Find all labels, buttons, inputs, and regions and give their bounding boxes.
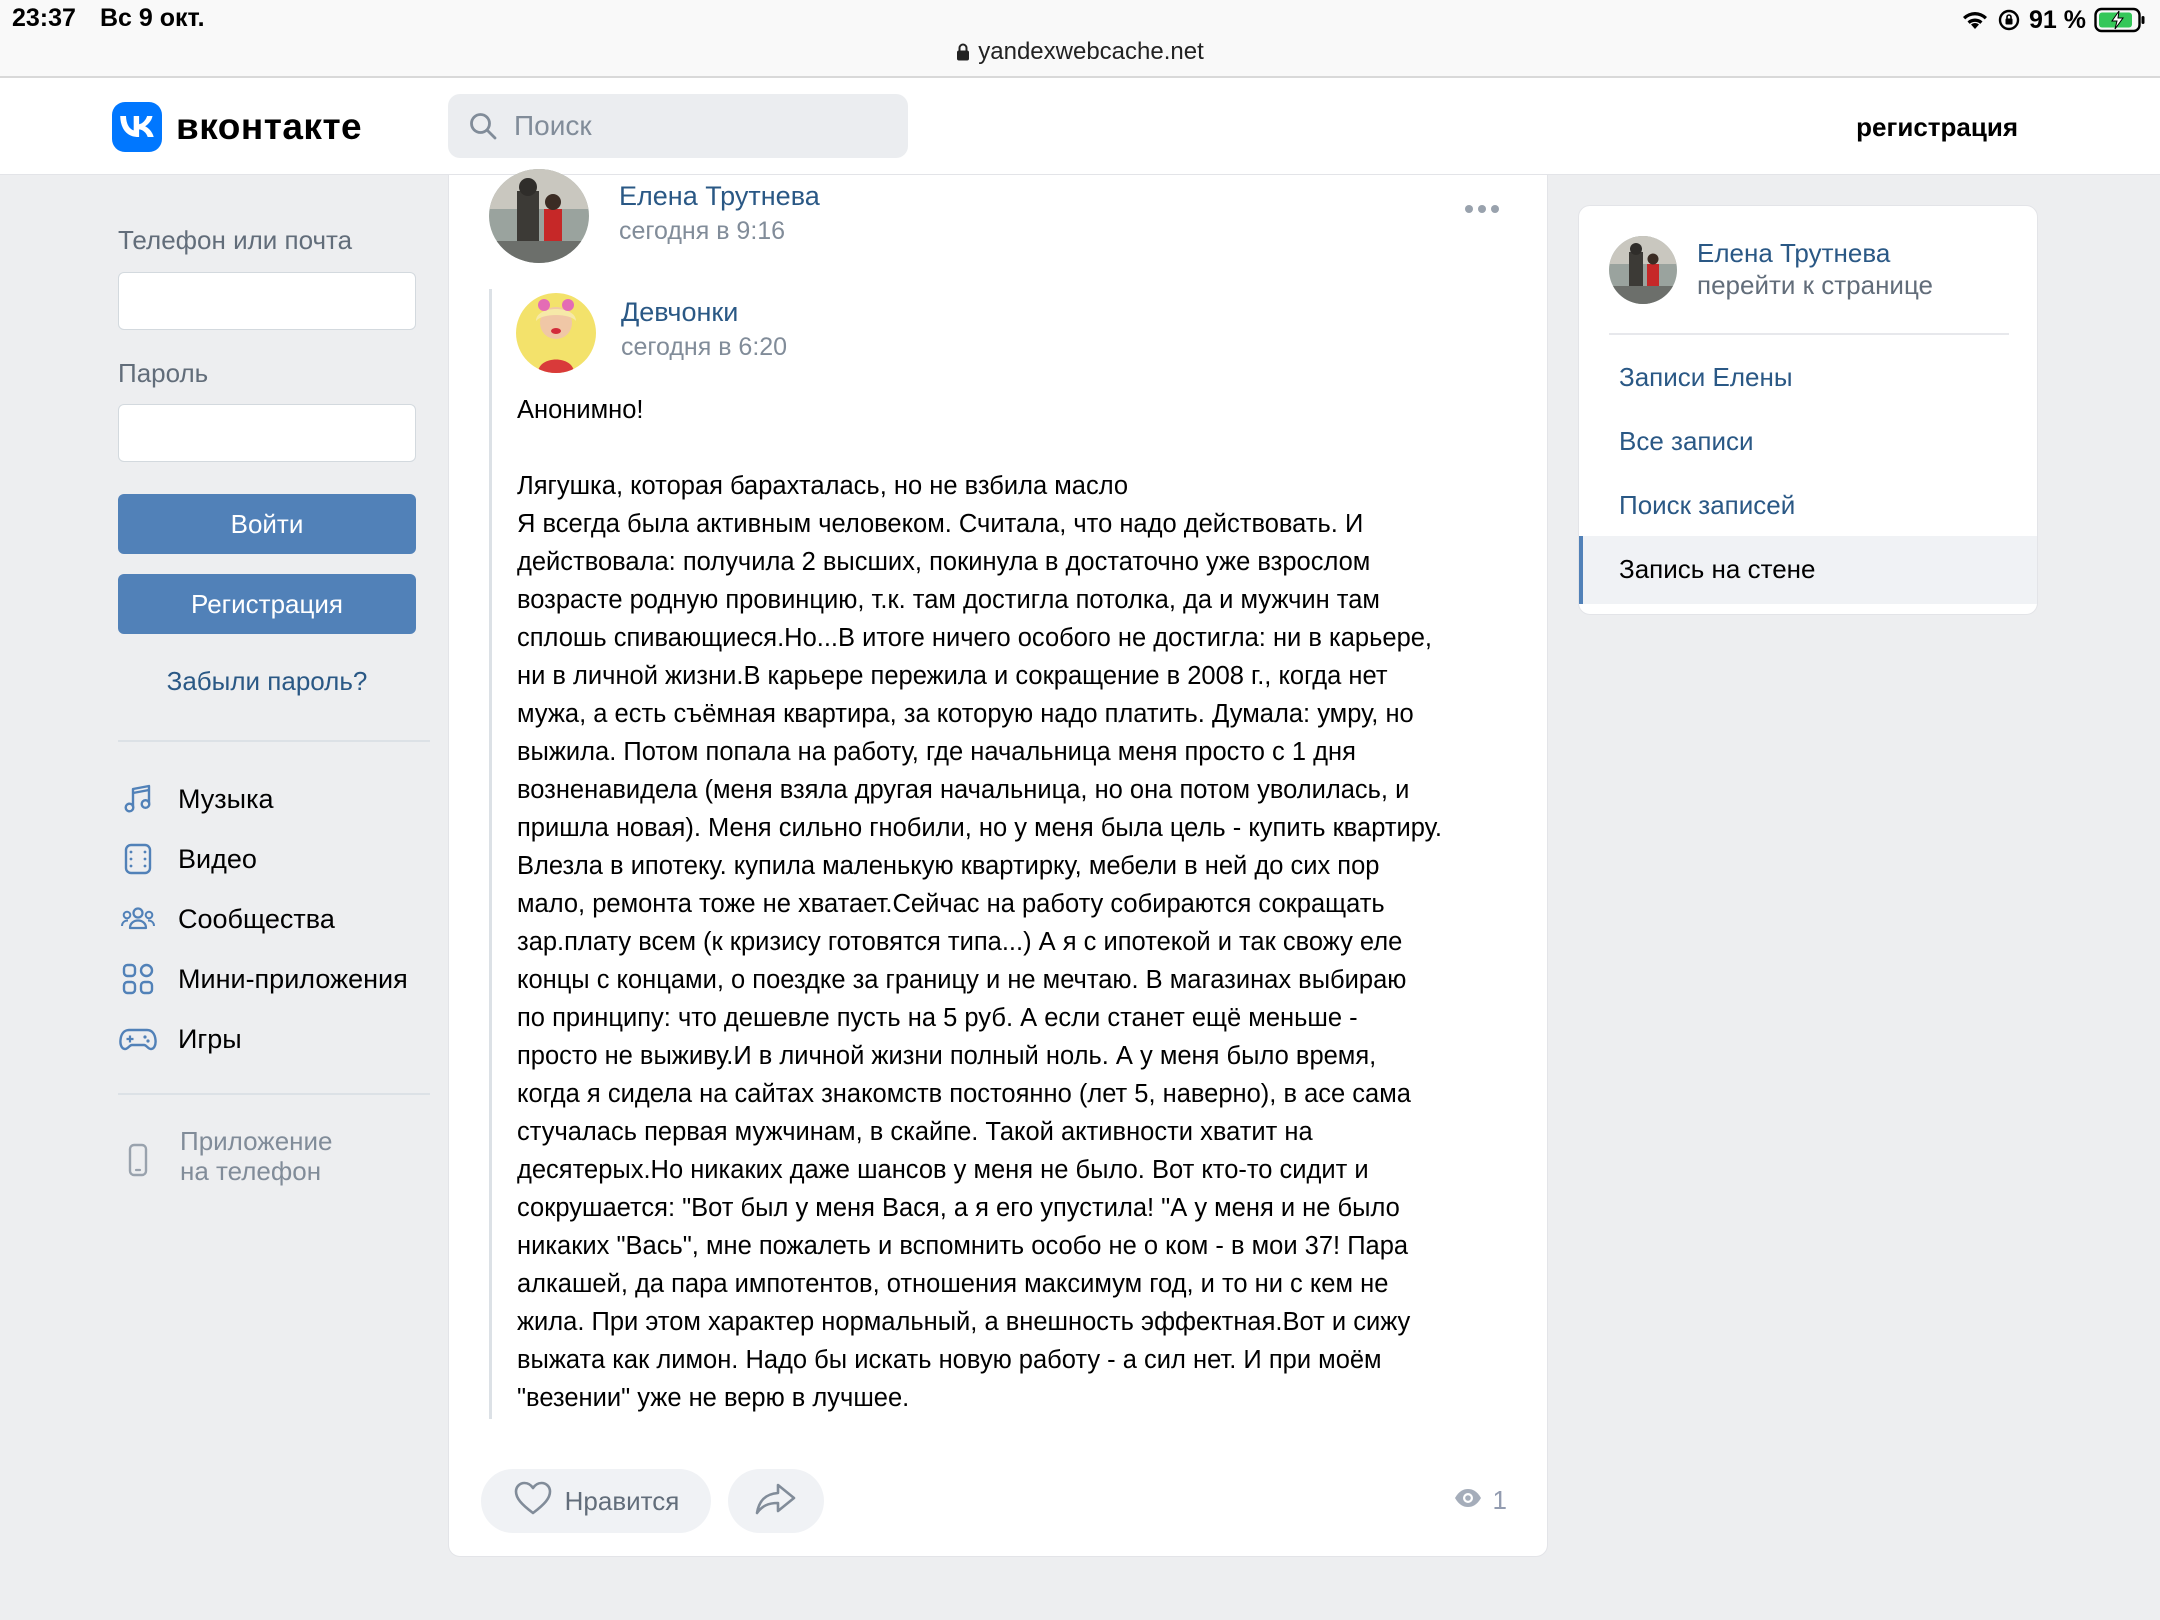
games-icon	[118, 1019, 158, 1059]
divider	[1609, 333, 2009, 335]
nav-label: Видео	[178, 843, 257, 874]
forgot-password-link[interactable]: Забыли пароль?	[166, 666, 368, 696]
wifi-icon	[1961, 9, 1989, 31]
profile-name[interactable]: Елена Трутнева	[1697, 238, 1891, 268]
search-input[interactable]	[448, 94, 908, 158]
eye-icon	[1453, 1485, 1483, 1516]
profile-avatar[interactable]	[1609, 236, 1677, 304]
nav-label: Сообщества	[178, 903, 335, 934]
share-button[interactable]	[728, 1469, 824, 1533]
music-icon	[118, 779, 158, 819]
active-menu-label: Запись на стене	[1619, 554, 1816, 584]
views-count: 1	[1492, 1485, 1507, 1515]
repost-border	[489, 289, 492, 1419]
right-sidebar-card	[1578, 205, 2038, 615]
nav-item-music[interactable]	[118, 777, 274, 821]
go-to-page-link[interactable]: перейти к странице	[1697, 270, 1934, 300]
register-button[interactable]: Регистрация	[118, 574, 416, 634]
vk-logo-text: вконтакте	[176, 106, 363, 147]
nav-item-communities[interactable]	[118, 897, 335, 941]
link-all-posts[interactable]: Все записи	[1619, 426, 1754, 456]
phone-icon	[118, 1140, 158, 1186]
nav-item-games[interactable]	[118, 1017, 242, 1061]
nav-label: Игры	[178, 1023, 242, 1054]
mobile-app-line1: Приложение	[180, 1126, 333, 1156]
search-placeholder: Поиск	[514, 110, 592, 141]
lock-icon	[956, 40, 970, 68]
nav-item-video[interactable]	[118, 837, 257, 881]
group-avatar[interactable]	[516, 293, 596, 373]
menu-item-wall-post-active[interactable]	[1579, 536, 2038, 604]
video-icon	[118, 839, 158, 879]
mini-apps-icon	[118, 959, 158, 999]
post-author-time[interactable]: сегодня в 9:16	[619, 217, 786, 245]
search-icon	[468, 111, 498, 141]
status-time: 23:37	[12, 4, 76, 32]
repost-time[interactable]: сегодня в 6:20	[621, 333, 788, 361]
header-register-link[interactable]: регистрация	[1856, 112, 2018, 142]
login-button[interactable]: Войти	[118, 494, 416, 554]
like-button[interactable]	[481, 1469, 711, 1533]
battery-percent: 91 %	[2029, 5, 2086, 34]
wall-post	[448, 175, 1548, 1557]
nav-label: Музыка	[178, 783, 274, 814]
share-icon	[754, 1481, 798, 1522]
link-elena-posts[interactable]: Записи Елены	[1619, 362, 1793, 392]
post-author-name[interactable]: Елена Трутнева	[619, 181, 820, 211]
like-label: Нравится	[564, 1485, 680, 1516]
status-date: Вс 9 окт.	[100, 4, 205, 32]
vk-logo-icon	[112, 102, 162, 152]
battery-charging-icon	[2094, 7, 2146, 33]
divider	[118, 740, 430, 742]
heart-icon	[513, 1480, 553, 1523]
phone-label: Телефон или почта	[118, 225, 353, 255]
ios-status-bar	[0, 0, 2160, 78]
more-options-icon[interactable]	[1465, 205, 1499, 213]
nav-label: Мини-приложения	[178, 963, 408, 994]
site-header	[0, 78, 2160, 175]
status-indicators	[1961, 4, 2146, 36]
orientation-lock-icon	[1997, 8, 2021, 32]
mobile-app-text	[180, 1126, 333, 1186]
link-search-posts[interactable]: Поиск записей	[1619, 490, 1796, 520]
divider	[118, 1093, 430, 1095]
author-avatar[interactable]	[489, 169, 589, 263]
address-bar[interactable]	[0, 38, 2160, 68]
communities-icon	[118, 899, 158, 939]
url-text: yandexwebcache.net	[978, 38, 1204, 65]
password-field[interactable]	[118, 404, 416, 462]
password-label: Пароль	[118, 358, 209, 388]
active-indicator	[1579, 536, 1583, 604]
views-counter	[1453, 1485, 1507, 1516]
repost-group-name[interactable]: Девчонки	[621, 297, 739, 327]
mobile-app-line2: на телефон	[180, 1156, 322, 1186]
nav-item-mini-apps[interactable]	[118, 957, 408, 1001]
vk-logo[interactable]	[112, 102, 362, 152]
post-text: Анонимно! Лягушка, которая барахталась, но не взбила масло Я всегда была активным человеком. Считала, что надо действовать. И действовала: получила 2 высших, покинула в достаточно уже взрослом возрасте родную провинцию, т.к. там достигла потолка, да и мужчин там сплошь спивающиеся.Но...В итоге ничего особого не достигла: ни в карьере, ни в личной жизни.В карьере пережила и сокращение в 2008 г., когда нет мужа, а есть съёмная квартира, за которую надо платить. Думала: умру, но выжила. Потом попала на работу, где начальница меня просто с 1 дня возненавидела (меня взяла другая начальница, но она потом уволилась, и пришла новая). Меня сильно гнобили, но у меня была цель - купить квартиру. Влезла в ипотеку. купила маленькую квартирку, мебели в ней до сих пор мало, ремонта тоже не хватает.Сейчас на работу собираются сокращать зар.плату всем (к кризису готовятся типа...) А я с ипотекой и так свожу еле концы с концами, о поездке за границу и не мечтаю. В магазинах выбираю по принципу: что дешевле пусть на 5 руб. А если станет ещё меньше - просто не выживу.И в личной жизни полный ноль. А у меня было время, когда я сидела на сайтах знакомств постоянно (лет 5, наверно), в асе сама стучалась первая мужчинам, в скайпе. Такой активности хватит на десятерых.Но никаких даже шансов у меня не было. Вот кто-то сидит и сокрушается: "Вот был у меня Вася, а я его упустила! "А у меня и не было никаких "Вась", мне пожалеть и вспомнить особо не о ком - в мои 37! Пара алкашей, да пара импотентов, отношения максимум год, и то ни с кем не жила. При этом характер нормальный, а внешность эффектная.Вот и сижу выжата как лимон. Надо бы искать новую работу - а сил нет. И при моём "везении" уже не верю в лучшее.	[517, 396, 1442, 1412]
mobile-app-link[interactable]	[118, 1126, 333, 1186]
phone-field[interactable]	[118, 272, 416, 330]
